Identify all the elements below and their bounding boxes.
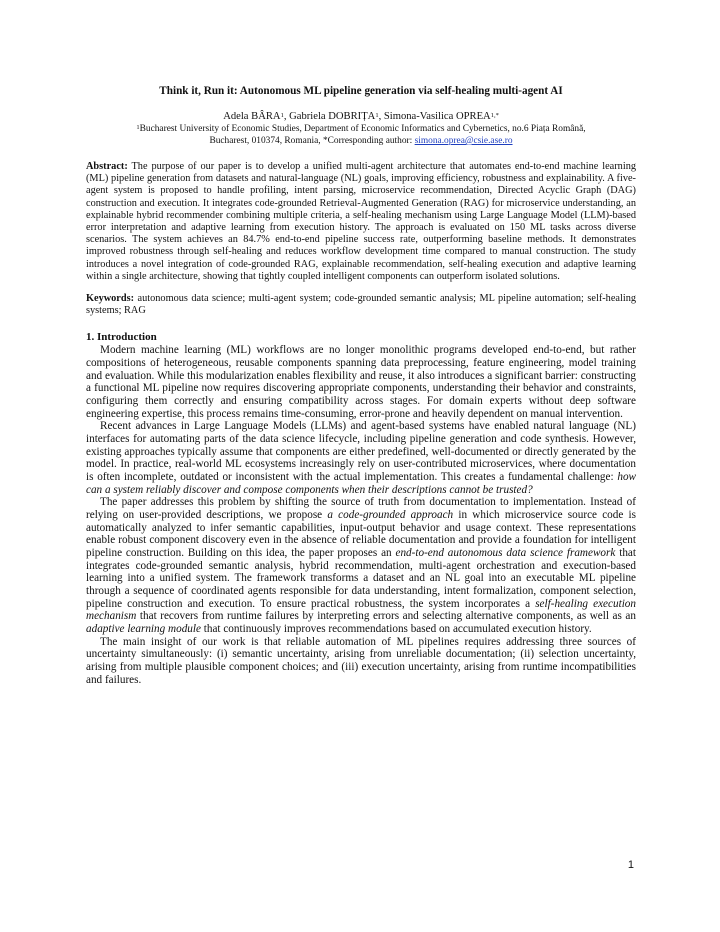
- emphasis-text: adaptive learning module: [86, 622, 201, 635]
- keywords-label: Keywords:: [86, 293, 135, 305]
- paper-title: Think it, Run it: Autonomous ML pipeline generation via self-healing multi-agent AI: [159, 85, 563, 97]
- paragraph: Modern machine learning (ML) workflows are no longer monolithic programs developed end-to-end, but rather compositions of heterogeneous, reusable components spanning data preprocessing, feature engineering, model training and evaluation. While this modularization enables flexibility and reuse, it also introduces a significant barrier: constructing a functional ML pipeline now requires discovering appropriate components, understanding their behavior and constraints, configuring them correctly and ensuring compatibility across stages. For domain experts without deep software engineering expertise, this process remains time-consuming, error-prone and heavily dependent on manual intervention.: [86, 344, 636, 420]
- affiliation-line: Bucharest, 010374, Romania, *Corresponding author:: [209, 136, 415, 146]
- emphasis-text: a code-grounded approach: [327, 508, 454, 521]
- paper-page: [86, 84, 636, 686]
- author-affil-marker: 1,*: [490, 112, 499, 119]
- corresponding-email-link[interactable]: simona.oprea@csie.ase.ro: [414, 136, 513, 146]
- emphasis-text: end-to-end autonomous data science framework: [395, 546, 616, 559]
- paragraph-text: The paper addresses this problem by shifting the source of truth from documentation to implementation. Instead of relying on user-provided descriptions, we propose: [86, 496, 636, 521]
- author-list: Adela BÂRA$^1$, Gabriela DOBRIȚA$^1$, Simona-Vasilica $OPREA^{1,*}$: [223, 111, 499, 122]
- paragraph-text: that integrates code-grounded semantic analysis, hybrid recommendation, multi-agent orchestration and execution-based learning into a unified system. The framework transforms a dataset and an NL goal into an executable ML pipeline through a sequence of coordinated agents responsible for data understanding, intent formalization, component selection, pipeline construction and execution. To ensure practical robustness, the system incorporates a: [86, 546, 636, 610]
- keywords-text: autonomous data science; multi-agent system; code-grounded semantic analysis; ML pipeline automation; self-healing systems; RAG: [86, 293, 636, 317]
- section-heading: 1. Introduction: [86, 331, 157, 344]
- affiliation-line: Bucharest University of Economic Studies, Department of Economic Informatics and Cybernetics, no.6 Piața Română,: [139, 124, 586, 134]
- abstract: [86, 161, 636, 283]
- paragraph: [86, 496, 636, 635]
- paragraph: The main insight of our work is that reliable automation of ML pipelines requires addressing three sources of uncertainty simultaneously: (i) semantic uncertainty, arising from unreliable documentation; (ii) selection uncertainty, arising from multiple plausible component choices; and (iii) execution uncertainty, arising from runtime incompatibilities and failures.: [86, 635, 636, 686]
- abstract-text: The purpose of our paper is to develop a unified multi-agent architecture that automates end-to-end machine learning (ML) pipeline generation from datasets and natural-language (NL) goals, improving efficiency, robustness and explainability. A five-agent system is proposed to handle profiling, intent parsing, microservice recommendation, Directed Acyclic Graph (DAG) construction and execution. It integrates code-grounded Retrieval-Augmented Generation (RAG) for microservice understanding, an explainable hybrid recommender combining multiple criteria, a self-healing mechanism using Large Language Model (LLM)-based error interpretation and adaptive learning from execution history. The approach is evaluated on 150 ML tasks across diverse scenarios. The system achieves an 84.7% end-to-end pipeline success rate, outperforming baseline methods. It demonstrates improved robustness through self-healing and reduces workflow development time compared to manual construction. The study introduces a novel integration of code-grounded RAG, explainable recommendation, self-healing execution and adaptive learning within a single architecture, showing that tightly coupled intelligent components can outperform isolated solutions.: [86, 161, 636, 282]
- emphasis-text: how can a system reliably discover and compose components when their descriptions cannot be trusted?: [86, 471, 636, 496]
- paragraph-text: Recent advances in Large Language Models (LLMs) and agent-based systems have enabled natural language (NL) interfaces for automating parts of the data science lifecycle, including pipeline generation and code synthesis. However, existing approaches typically assume that components are either predefined, well-documented or directly generated by the model. In practice, real-world ML ecosystems increasingly rely on user-contributed microservices, where documentation is often incomplete, outdated or inconsistent with the actual implementation. This creates a fundamental challenge:: [86, 420, 636, 483]
- paragraph: [86, 420, 636, 496]
- emphasis-text: self-healing execution mechanism: [86, 597, 636, 623]
- paragraph-text: in which microservice source code is automatically analyzed to infer semantic capabilities, input-output behavior and usage context. These representations enable robust component discovery even in the absence of reliable documentation and provide a foundation for intelligent pipeline construction. Building on this idea, the paper proposes an: [86, 508, 636, 559]
- author-affil-marker: 1: [280, 112, 284, 119]
- author-name: Adela BÂRA: [223, 111, 281, 122]
- keywords: [86, 293, 636, 317]
- author-affil-marker: 1: [375, 112, 379, 119]
- paragraph-text: that recovers from runtime failures by interpreting errors and selecting alternative components, as well as an: [136, 610, 636, 623]
- author-name: Simona-Vasilica OPREA: [383, 111, 491, 122]
- affiliation-marker: 1: [136, 124, 140, 131]
- paragraph-text: that continuously improves recommendations based on accumulated execution history.: [200, 622, 592, 635]
- author-name: Gabriela DOBRIȚA: [289, 111, 376, 122]
- page-number: 1: [627, 859, 634, 871]
- affiliation: [86, 123, 636, 147]
- abstract-label: Abstract:: [86, 161, 128, 172]
